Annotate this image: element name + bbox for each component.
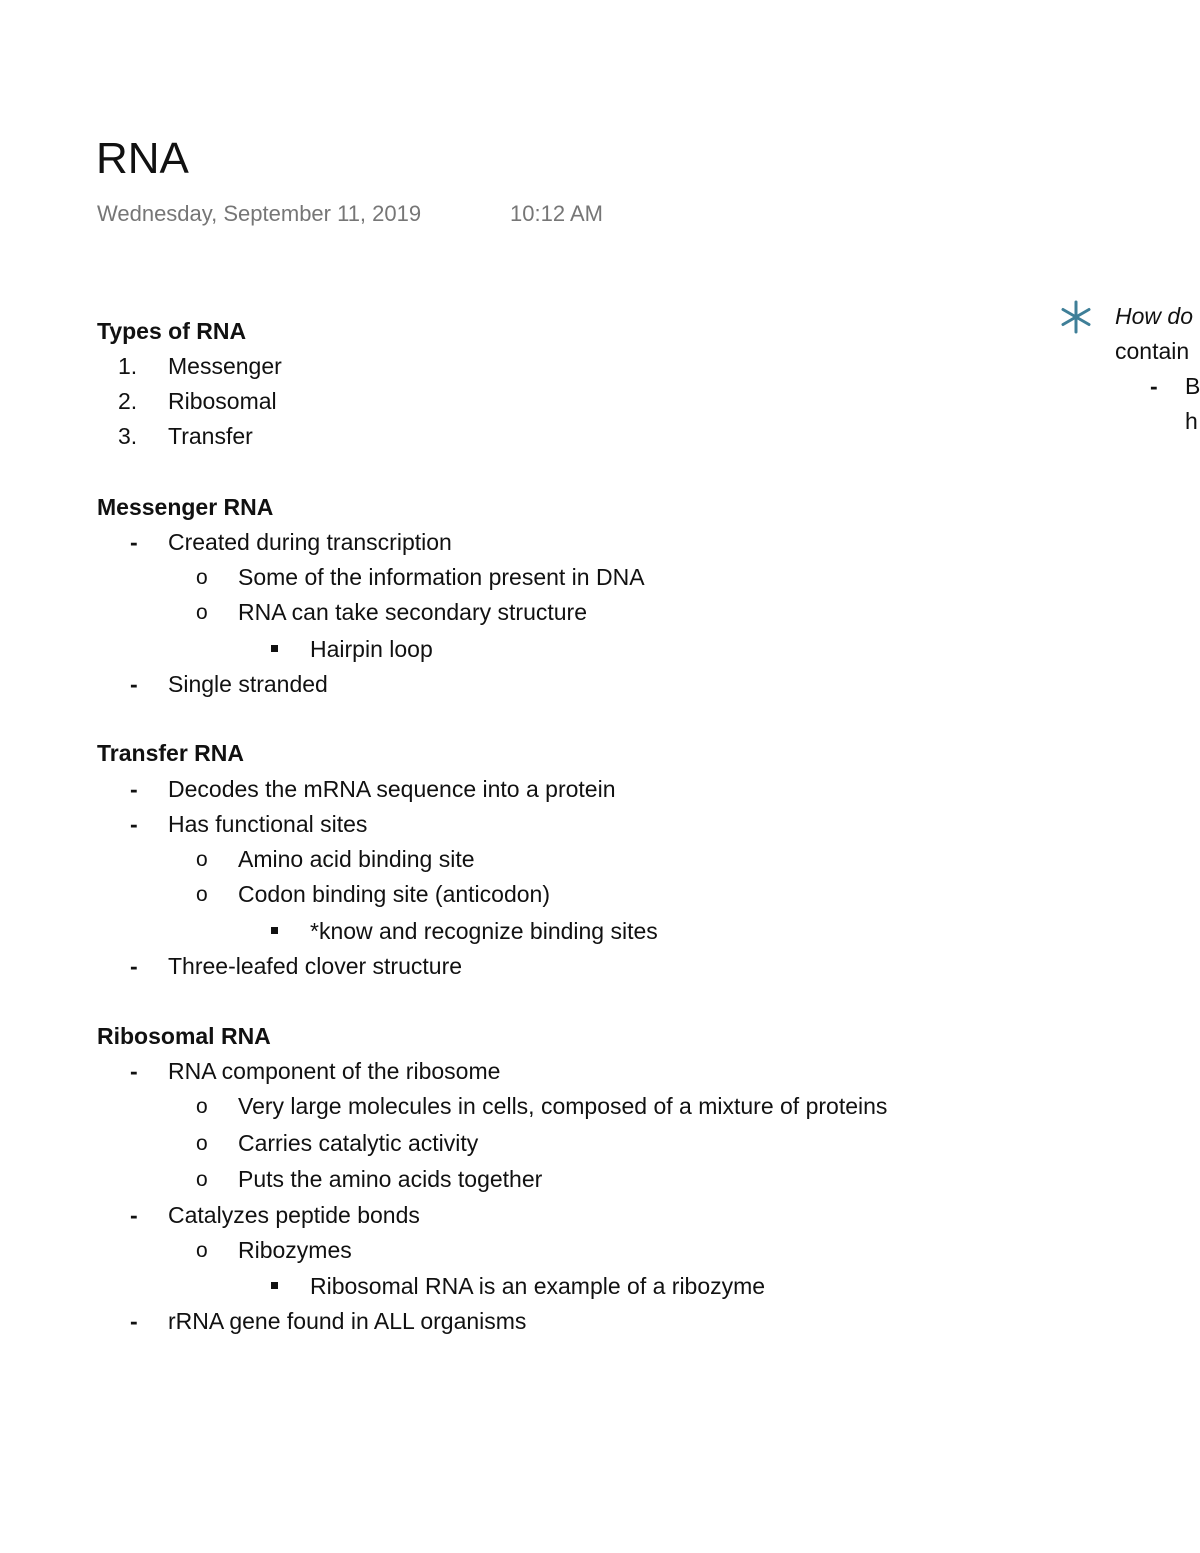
dash-bullet: - bbox=[130, 776, 138, 802]
list-item: Ribozymes bbox=[238, 1237, 352, 1263]
section-heading-ribosomal: Ribosomal RNA bbox=[97, 1023, 271, 1049]
page-date: Wednesday, September 11, 2019 bbox=[97, 201, 422, 226]
dash-bullet: - bbox=[130, 1202, 138, 1228]
list-item: Ribosomal RNA is an example of a ribozyme bbox=[310, 1273, 766, 1299]
section-heading-transfer: Transfer RNA bbox=[97, 740, 244, 766]
circle-bullet: o bbox=[196, 1168, 208, 1191]
list-item: Has functional sites bbox=[168, 811, 368, 837]
side-note-line: How do bbox=[1115, 303, 1193, 329]
square-bullet-icon bbox=[271, 1282, 278, 1289]
list-number: 2. bbox=[118, 388, 138, 414]
list-item: Catalyzes peptide bonds bbox=[168, 1202, 420, 1228]
list-item: Created during transcription bbox=[168, 529, 452, 555]
side-note-line: h bbox=[1185, 408, 1198, 434]
list-item: Codon binding site (anticodon) bbox=[238, 881, 550, 907]
page-time: 10:12 AM bbox=[510, 201, 603, 226]
list-item: Messenger bbox=[168, 353, 282, 379]
circle-bullet: o bbox=[196, 601, 208, 624]
dash-bullet: - bbox=[130, 953, 138, 979]
list-item: RNA can take secondary structure bbox=[238, 599, 587, 625]
list-item: Amino acid binding site bbox=[238, 846, 475, 872]
list-item: rRNA gene found in ALL organisms bbox=[168, 1308, 527, 1334]
side-note-line: B bbox=[1185, 373, 1200, 399]
list-item: Some of the information present in DNA bbox=[238, 564, 645, 590]
dash-bullet: - bbox=[1150, 373, 1158, 399]
list-item: Three-leafed clover structure bbox=[168, 953, 463, 979]
list-item: Transfer bbox=[168, 423, 253, 449]
list-item: Ribosomal bbox=[168, 388, 277, 414]
list-item: Decodes the mRNA sequence into a protein bbox=[168, 776, 616, 802]
side-note-line: contain bbox=[1115, 338, 1190, 364]
section-heading-types: Types of RNA bbox=[97, 318, 247, 344]
dash-bullet: - bbox=[130, 671, 138, 697]
list-item: Carries catalytic activity bbox=[238, 1130, 479, 1156]
asterisk-icon bbox=[1059, 300, 1093, 334]
list-item: *know and recognize binding sites bbox=[310, 918, 658, 944]
circle-bullet: o bbox=[196, 883, 208, 906]
circle-bullet: o bbox=[196, 1095, 208, 1118]
dash-bullet: - bbox=[130, 1058, 138, 1084]
dash-bullet: - bbox=[130, 529, 138, 555]
list-number: 1. bbox=[118, 353, 138, 379]
circle-bullet: o bbox=[196, 1132, 208, 1155]
list-item: RNA component of the ribosome bbox=[168, 1058, 501, 1084]
page-title: RNA bbox=[96, 134, 189, 183]
circle-bullet: o bbox=[196, 848, 208, 871]
list-item: Very large molecules in cells, composed of a mixture of proteins bbox=[238, 1093, 888, 1119]
square-bullet-icon bbox=[271, 927, 278, 934]
dash-bullet: - bbox=[130, 811, 138, 837]
circle-bullet: o bbox=[196, 1239, 208, 1262]
dash-bullet: - bbox=[130, 1308, 138, 1334]
list-number: 3. bbox=[118, 423, 138, 449]
circle-bullet: o bbox=[196, 566, 208, 589]
square-bullet-icon bbox=[271, 645, 278, 652]
list-item: Hairpin loop bbox=[310, 636, 433, 662]
list-item: Puts the amino acids together bbox=[238, 1166, 543, 1192]
list-item: Single stranded bbox=[168, 671, 328, 697]
section-heading-messenger: Messenger RNA bbox=[97, 494, 274, 520]
